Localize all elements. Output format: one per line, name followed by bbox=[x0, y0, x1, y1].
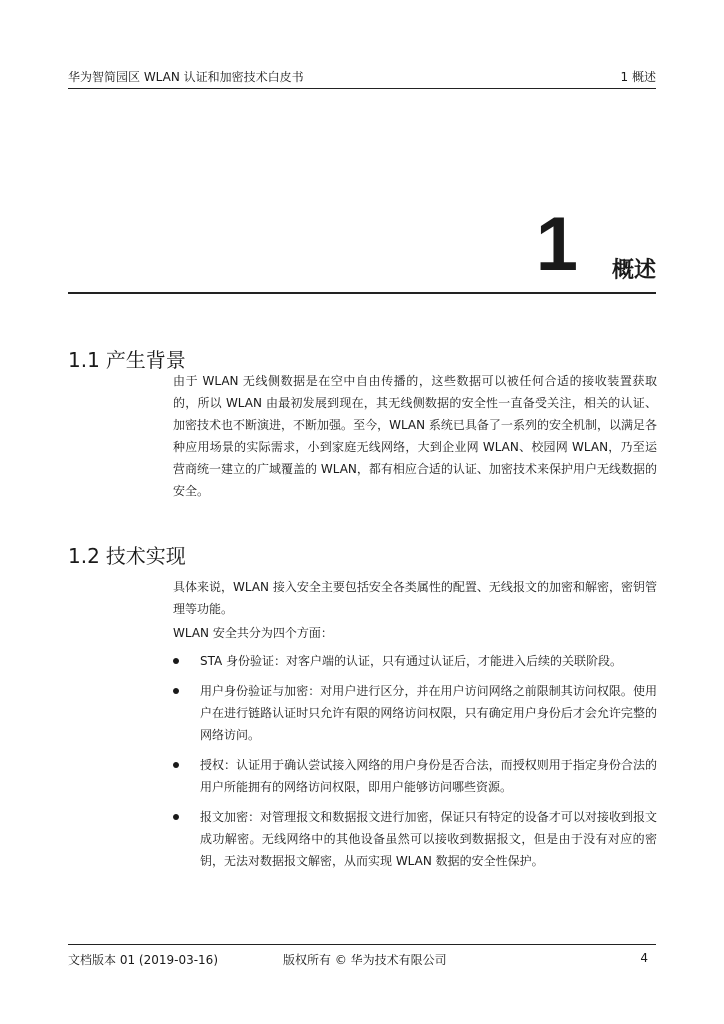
copyright-notice: 版权所有 © 华为技术有限公司 bbox=[283, 953, 447, 967]
bullet-icon bbox=[173, 762, 179, 768]
list-item bbox=[173, 806, 657, 872]
section-number: 1.2 bbox=[68, 544, 100, 568]
bullet-icon bbox=[173, 658, 179, 664]
document-title: 华为智简园区 WLAN 认证和加密技术白皮书 bbox=[68, 70, 304, 84]
bullet-icon bbox=[173, 814, 179, 820]
section-heading-1-1 bbox=[68, 344, 186, 373]
section-paragraph: 由于 WLAN 无线侧数据是在空中自由传播的，这些数据可以被任何合适的接收装置获取的，所以 WLAN 由最初发展到现在，其无线侧数据的安全性一直备受关注，相关的认证、加密技术也不断演进，不断加强。至今，WLAN 系统已具备了一系列的安全机制，以满足各种应用场景的实际需求，小到家庭无线网络，大到企业网 WLAN、校园网 WLAN，乃至运营商统一建立的广域覆盖的 WLAN，都有相应合适的认证、加密技术来保护用户无线数据的安全。 bbox=[173, 374, 657, 498]
section-paragraph: 具体来说，WLAN 接入安全主要包括安全各类属性的配置、无线报文的加密和解密，密钥管理等功能。 bbox=[173, 580, 657, 616]
chapter-number: 1 bbox=[535, 202, 578, 287]
list-item-text: 用户身份验证与加密：对用户进行区分，并在用户访问网络之前限制其访问权限。使用户在进行链路认证时只允许有限的网络访问权限，只有确定用户身份后才会允许完整的网络访问。 bbox=[200, 684, 657, 742]
list-item-text: STA 身份验证：对客户端的认证，只有通过认证后，才能进入后续的关联阶段。 bbox=[200, 654, 623, 668]
document-version: 文档版本 01 (2019-03-16) bbox=[68, 953, 219, 967]
section-heading-1-2 bbox=[68, 540, 186, 569]
section-number: 1.1 bbox=[68, 348, 100, 372]
list-item bbox=[173, 754, 657, 798]
list-item-text: 授权：认证用于确认尝试接入网络的用户身份是否合法，而授权则用于指定身份合法的用户所能拥有的网络访问权限，即用户能够访问哪些资源。 bbox=[200, 758, 657, 794]
section-title: 技术实现 bbox=[105, 544, 186, 568]
chapter-reference: 1 概述 bbox=[620, 70, 656, 84]
section-title: 产生背景 bbox=[105, 348, 186, 372]
list-item bbox=[173, 650, 657, 672]
chapter-heading bbox=[68, 202, 656, 294]
bullet-list bbox=[173, 650, 657, 880]
list-item-text: 报文加密：对管理报文和数据报文进行加密，保证只有特定的设备才可以对接收到报文成功解密。无线网络中的其他设备虽然可以接收到数据报文，但是由于没有对应的密钥，无法对数据报文解密，从而实现 WLAN 数据的安全性保护。 bbox=[200, 810, 657, 868]
page-footer bbox=[68, 944, 656, 967]
chapter-title: 概述 bbox=[611, 258, 656, 283]
section-paragraph: WLAN 安全共分为四个方面： bbox=[173, 626, 333, 640]
bullet-icon bbox=[173, 688, 179, 694]
page-header bbox=[68, 66, 656, 89]
page-number: 4 bbox=[640, 951, 648, 965]
list-item bbox=[173, 680, 657, 746]
